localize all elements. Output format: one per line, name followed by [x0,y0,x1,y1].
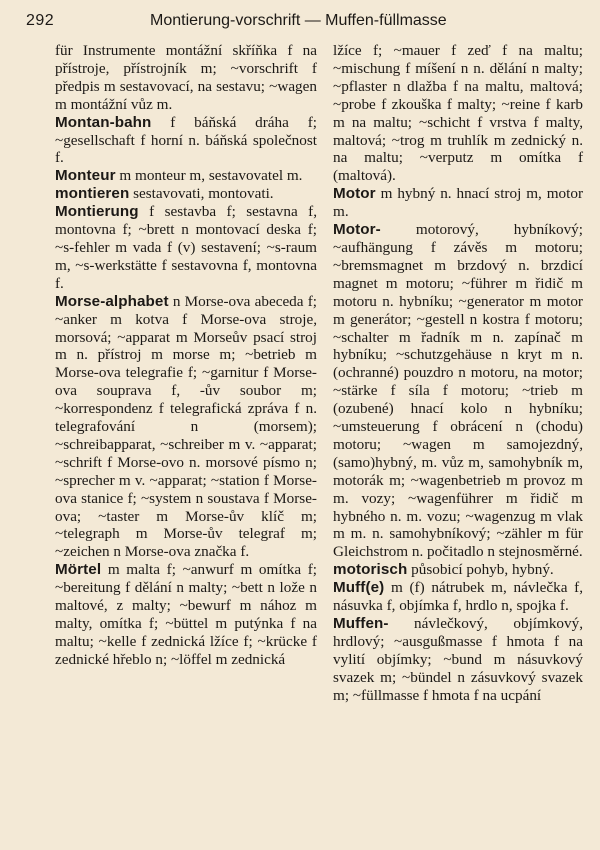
entry-definition: m (f) nátrubek m, návlečka f, násuvka f, objímka f, hrdlo n, spojka f. [333,579,583,615]
entry-headword: Motor- [333,221,381,239]
dictionary-entry [333,42,583,185]
entry-headword: motorisch [333,561,408,579]
dictionary-entry [55,42,317,114]
entry-definition: n Morse-ova abeceda f; ~anker m kotva f Morse-ova stroje, morsová; ~apparat m Morseův psací stroj m n. přístroj m morse m; ~betrieb m Morse-ova telegrafie f; ~garnitur f Morse-ova souprava f, -ův soubor m; ~korrespondenz f telegrafická zpráva f n. telegrafování n (morsem); ~schreibapparat, ~schreiber m v. ~apparat; ~schrift f Morse-ovo n. morsové písmo n; ~sprecher m v. ~apparat; ~station f Morse-ova stanice f; ~system n soustava f Morse-ova; ~taster m Morse-ův klíč m; ~telegraph m Morse-ův telegraf m; ~zeichen n Morse-ova značka f. [55,292,317,561]
dictionary-entry [55,561,317,668]
entry-definition: m malta f; ~anwurf m omítka f; ~bereitung f dělání n malty; ~bett n lože n maltové, z malty; ~bewurf m nához m malty, omítka f; ~büttel m putýnka f na maltu; ~kelle f zednická lžíce f; ~krücke f zednické hřeblo n; ~löffel m zednická [55,561,317,668]
entry-definition: für Instrumente montážní skříňka f na přístroje, přístrojník m; ~vorschrift f předpis m sestavovací, na sestavu; ~wagen m montážní vůz m. [55,42,317,113]
page-header [0,0,600,36]
entry-headword: Monteur [55,167,116,185]
right-column [333,42,583,705]
entry-definition: návlečkový, objímkový, hrdlový; ~ausgußmasse f hmota f na vylití objímky; ~bund m násuvkový svazek m; ~bündel n zásuvkový svazek m; ~füllmasse f hmota f na ucpání [333,615,583,704]
entry-definition: m monteur m, sestavovatel m. [115,167,303,185]
dictionary-entry [333,221,583,561]
dictionary-entry [55,203,317,293]
entry-headword: Motor [333,185,376,203]
entry-headword: Mörtel [55,561,102,579]
dictionary-entry [55,185,317,203]
entry-definition: f báňská dráha f; ~gesellschaft f horní n. báňská společnost f. [55,113,317,167]
entry-headword: Muff(e) [333,579,385,597]
entry-headword: Montierung [55,203,139,221]
page-number: 292 [26,12,55,29]
dictionary-entry [333,561,583,579]
entry-definition: působicí pohyb, hybný. [407,561,554,579]
entry-definition: m hybný n. hnací stroj m, motor m. [333,185,583,221]
dictionary-entry [333,185,583,221]
entry-definition: lžíce f; ~mauer f zeď f na maltu; ~mischung f míšení n n. dělání n malty; ~pflaster n dlažba f na maltu, maltová; ~probe f zkouška f malty; ~reine f karb m na maltu; ~schicht f vrstva f malty, maltová; ~trog m truhlík m zednický n. na maltu; ~verputz m omítka f (maltová). [333,42,583,185]
left-column [55,42,317,669]
entry-definition: f sestavba f; sestavna f, montovna f; ~brett n montovací deska f; ~s-fehler m vada f (v) sestavení; ~s-raum m, ~s-werkstätte f sestavovna f, montovna f. [55,203,317,292]
dictionary-entry [333,579,583,615]
entry-headword: Montan-bahn [55,113,152,131]
entry-headword: Morse-alphabet [55,292,169,310]
dictionary-entry [55,167,317,185]
entry-definition: motorový, hybníkový; ~aufhängung f závěs m motoru; ~bremsmagnet m brzdový n. brzdicí magnet m motoru; ~führer m řidič m motoru n. hybníku; ~generator m motor m generátor; ~gestell n kostra f motoru; ~schalter m řadník m n. zapínač m hybníku; ~schutzgehäuse n kryt m n. (ochranné) pouzdro n motoru, na motor; ~stärke f síla f motoru; ~trieb m (ozubené) hnací kolo n hybníku; ~umsteuerung f obrácení n (chodu) motoru; ~wagen m samojezdný, (samo)hybný, m. vůz m, samohybník m, motorák m; ~wagenbetrieb m provoz m m. vozy; ~wagenführer m řidič m hybného n. m. vozu; ~wagenzug m vlak m m. n. samohybníkový; ~zähler m für Gleichstrom n. počitadlo n stejnosměrné. [333,221,583,561]
running-head: Montierung-vorschrift — Muffen-füllmasse [150,12,447,29]
dictionary-entry [333,615,583,705]
entry-headword: Muffen- [333,615,389,632]
entry-definition: sestavovati, montovati. [129,185,274,203]
dictionary-entry [55,293,317,562]
dictionary-entry [55,114,317,168]
entry-headword: montieren [55,185,130,203]
